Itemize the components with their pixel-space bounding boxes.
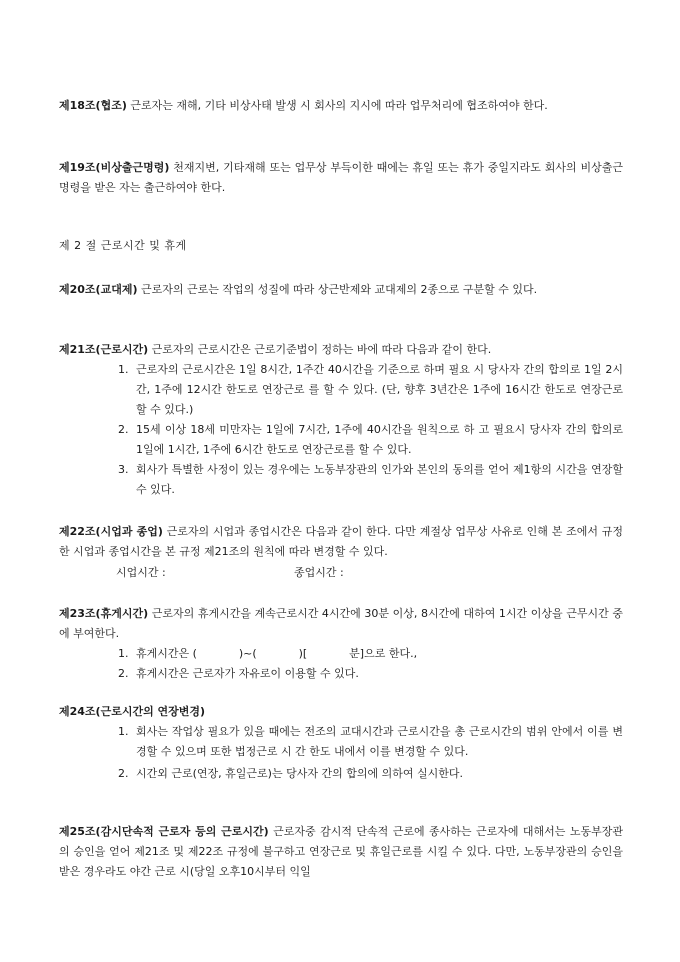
section-heading: 제 2 절 근로시간 및 휴게 [59, 239, 187, 252]
list-item-number: 2. [118, 767, 129, 780]
article-23-title: 제23조(휴게시간) [59, 607, 149, 620]
list-item-text: 휴게시간은 ( )~( )[ 분]으로 한다., [136, 647, 418, 660]
article-24-title: 제24조(근로시간의 연장변경) [59, 705, 206, 718]
list-item [118, 644, 623, 664]
list-item [118, 460, 623, 500]
list-item [118, 764, 623, 784]
article-18 [59, 96, 623, 116]
article-21-list [118, 360, 623, 500]
list-item-number: 3. [118, 463, 129, 476]
list-item [118, 664, 623, 684]
article-22-body: 근로자의 시업과 종업시간은 다음과 같이 한다. 다만 계절상 업무상 사유로 인해 본 조에서 규정한 시업과 종업시간을 본 규정 제21조의 원칙에 따라 변경할 수 있다. [59, 525, 624, 558]
list-item [118, 722, 623, 762]
article-22 [59, 522, 623, 562]
article-25-body: 근로자중 감시적 단속적 근로에 종사하는 근로자에 대해서는 노동부장관의 승인을 얻어 제21조 및 제22조 규정에 불구하고 연장근로 및 휴일근로를 시킬 수 있다. 다만, 노동부장관의 승인을 받은 경우라도 야간 근로 시(당일 오후10시부터 익일 [59, 825, 623, 878]
article-18-body: 근로자는 재해, 기타 비상사태 발생 시 회사의 지시에 따라 업무처리에 협조하여야 한다. [126, 99, 548, 112]
list-item-number: 2. [118, 667, 129, 680]
article-24 [59, 702, 623, 722]
article-23 [59, 604, 623, 644]
end-time-label: 종업시간 : [294, 566, 344, 579]
article-19-title: 제19조(비상출근명령) [59, 161, 170, 174]
list-item-number: 1. [118, 647, 129, 660]
list-item-text: 회사는 작업상 필요가 있을 때에는 전조의 교대시간과 근로시간을 총 근로시간의 범위 안에서 이를 변경할 수 있으며 또한 법정근로 시 간 한도 내에서 이를 변경할 수 있다. [136, 725, 623, 758]
list-item-number: 1. [118, 725, 129, 738]
article-25 [59, 822, 623, 882]
article-25-title: 제25조(감시단속적 근로자 등의 근로시간) [59, 825, 269, 838]
list-item-text: 휴게시간은 근로자가 자유로이 이용할 수 있다. [136, 667, 359, 680]
list-item-number: 1. [118, 363, 129, 376]
list-item-text: 회사가 특별한 사정이 있는 경우에는 노동부장관의 인가와 본인의 동의를 얻어 제1항의 시간을 연장할 수 있다. [136, 463, 623, 496]
article-23-list [118, 644, 623, 684]
list-item-text: 15세 이상 18세 미만자는 1일에 7시간, 1주에 40시간을 원칙으로 하 고 필요시 당사자 간의 합의로 1일에 1시간, 1주에 6시간 한도로 연장근로를 할 수 있다. [136, 423, 623, 456]
list-item-number: 2. [118, 423, 129, 436]
article-20-title: 제20조(교대제) [59, 283, 138, 296]
list-item-text: 근로자의 근로시간은 1일 8시간, 1주간 40시간을 기준으로 하며 필요 시 당사자 간의 합의로 1일 2시간, 1주에 12시간 한도로 연장근로 를 할 수 있다. (단, 향후 3년간은 1주에 16시간 한도로 연장근로 할 수 있다.) [136, 363, 623, 416]
list-item-text: 시간외 근로(연장, 휴일근로)는 당사자 간의 합의에 의하여 실시한다. [136, 767, 463, 780]
article-19-body: 천재지변, 기타재해 또는 업무상 부득이한 때에는 휴일 또는 휴가 중일지라도 회사의 비상출근 명령을 받은 자는 출근하여야 한다. [59, 161, 623, 194]
article-19 [59, 158, 623, 198]
article-21-body: 근로자의 근로시간은 근로기준법이 정하는 바에 따라 다음과 같이 한다. [148, 343, 492, 356]
article-24-list [118, 722, 623, 784]
article-21-title: 제21조(근로시간) [59, 343, 149, 356]
list-item [118, 360, 623, 420]
article-20 [59, 280, 623, 300]
list-item [118, 420, 623, 460]
article-23-body: 근로자의 휴게시간을 계속근로시간 4시간에 30분 이상, 8시간에 대하여 1시간 이상을 근무시간 중에 부여한다. [59, 607, 623, 640]
article-21 [59, 340, 623, 360]
article-22-title: 제22조(시업과 종업) [59, 525, 163, 538]
work-hours-line [116, 563, 344, 583]
article-20-body: 근로자의 근로는 작업의 성질에 따라 상근반제와 교대제의 2종으로 구분할 수 있다. [137, 283, 538, 296]
start-time-label: 시업시간 : [116, 566, 166, 579]
article-18-title: 제18조(협조) [59, 99, 127, 112]
